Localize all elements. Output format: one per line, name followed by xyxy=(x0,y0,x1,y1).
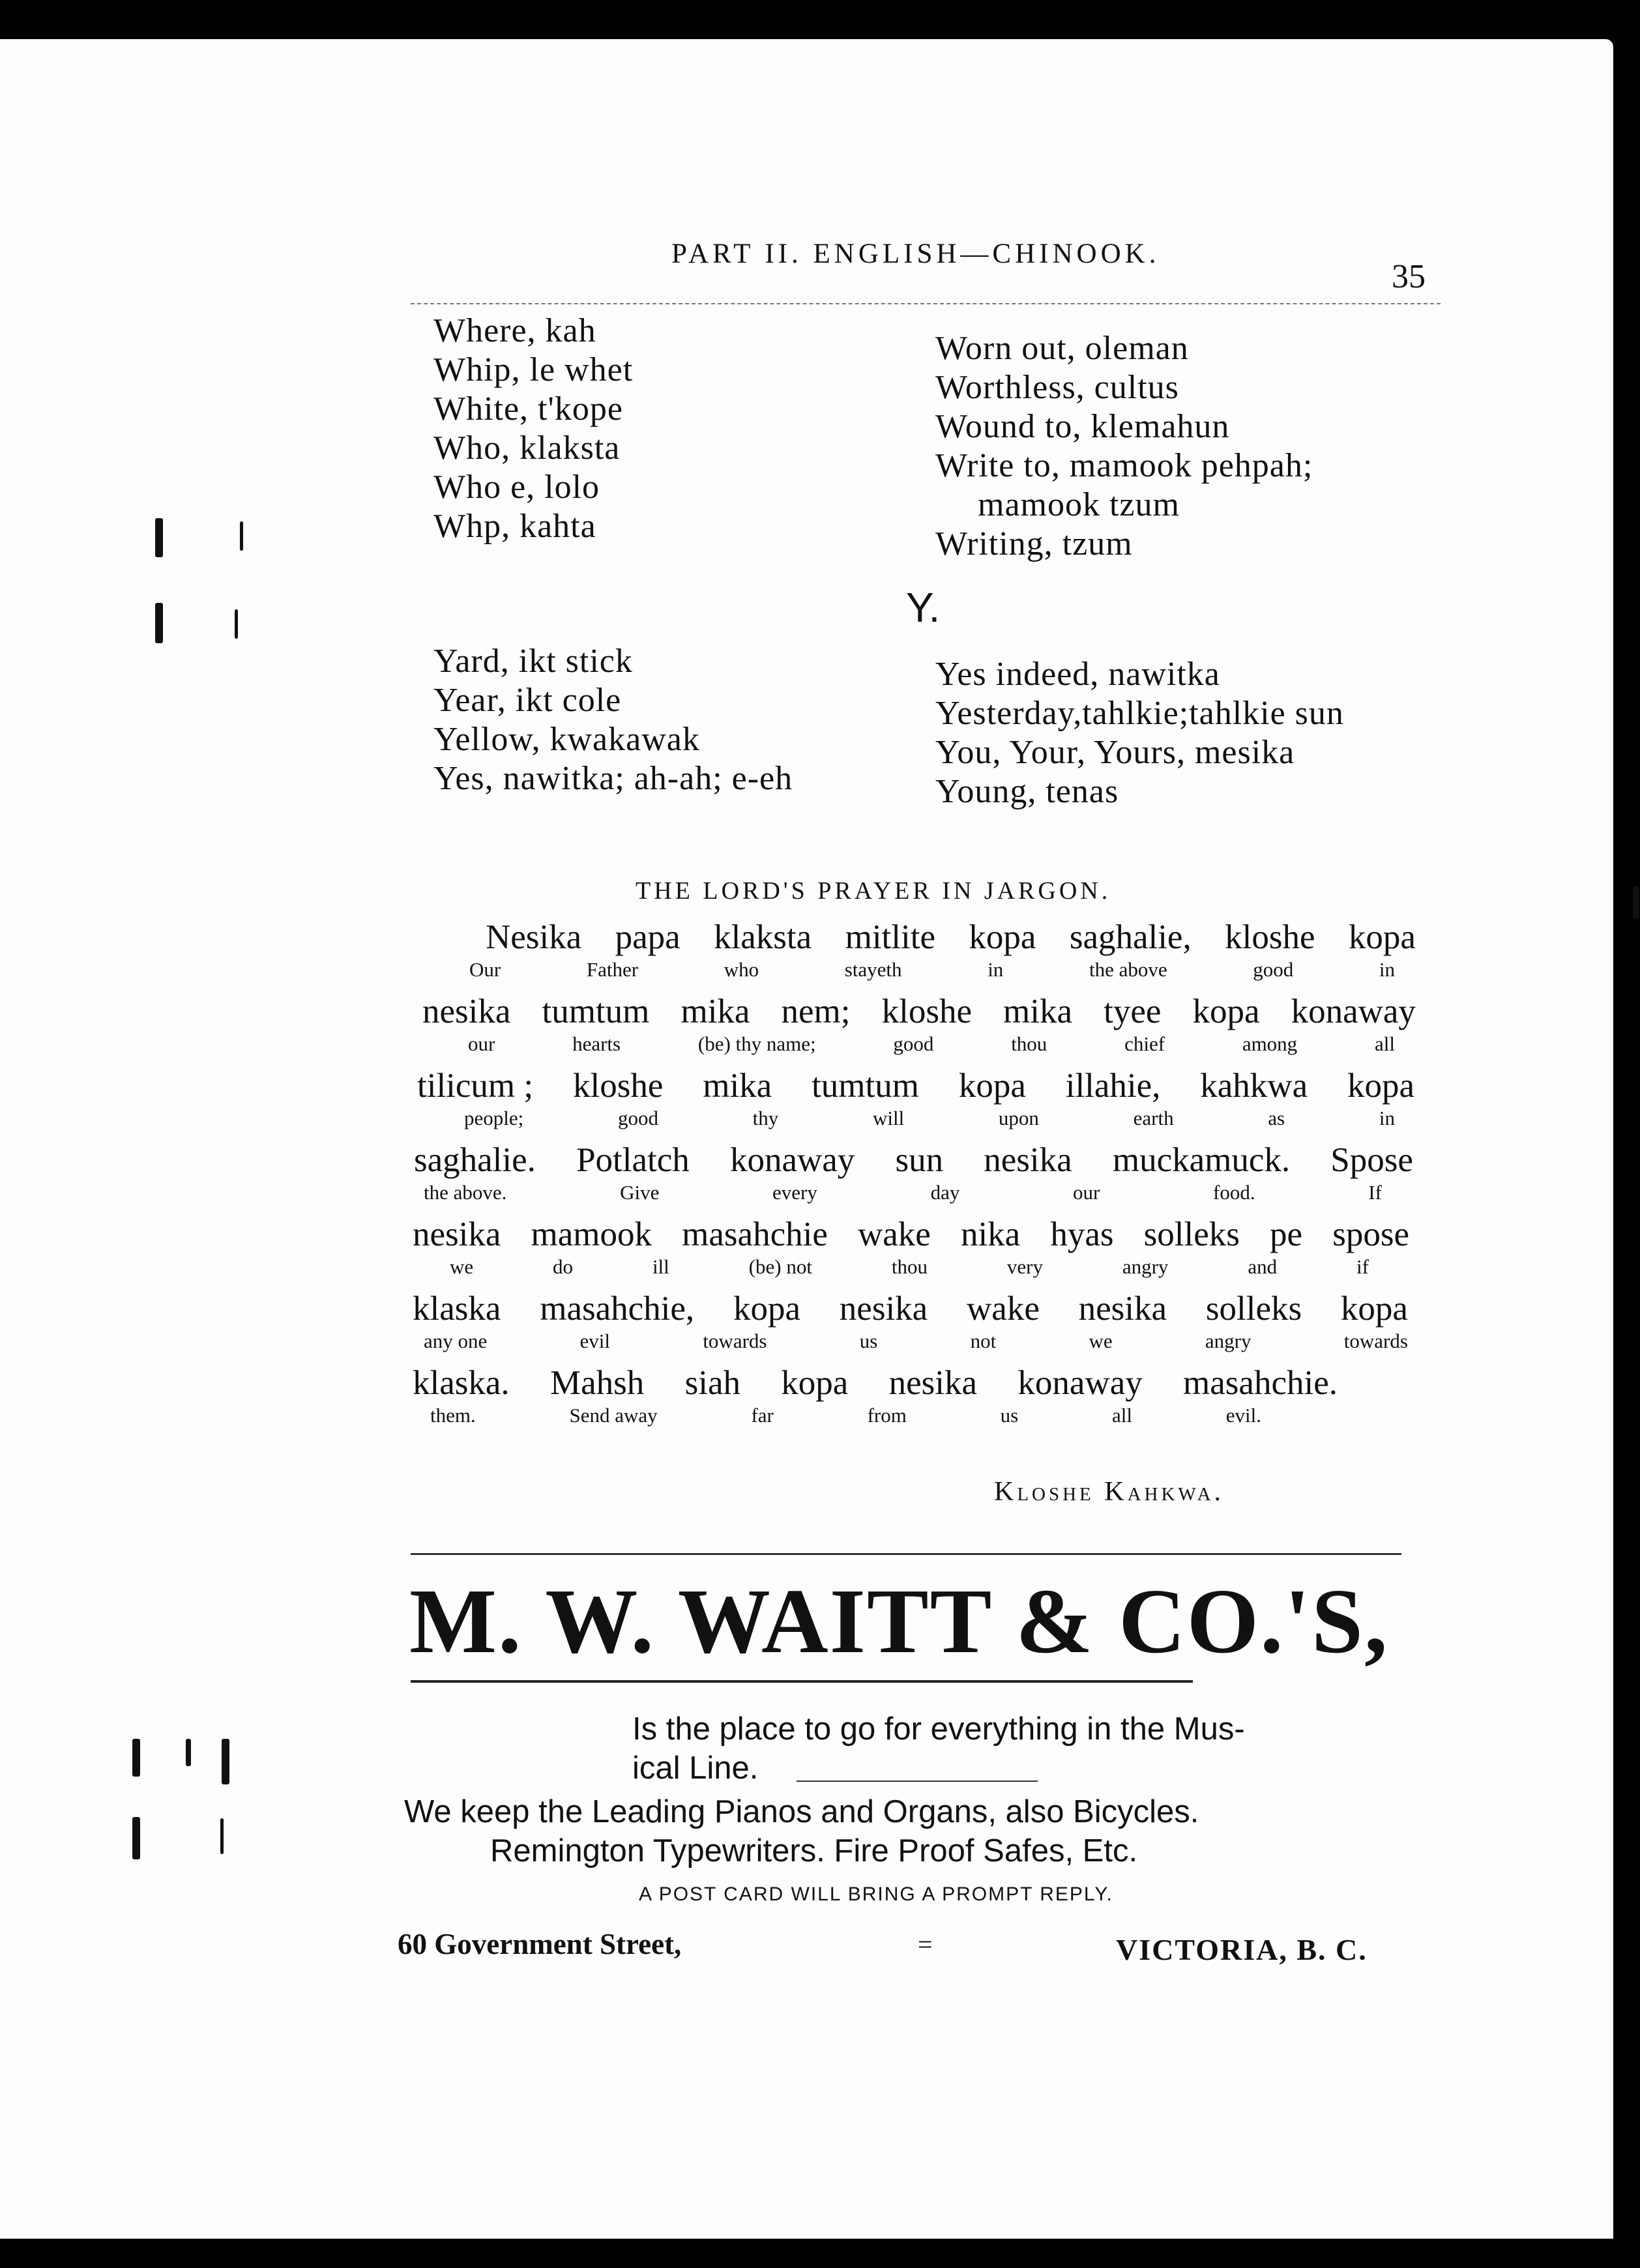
vocab-entry: Yard, ikt stick xyxy=(433,643,633,680)
vocab-entry: Worthless, cultus xyxy=(935,369,1179,406)
english-gloss: and xyxy=(1248,1255,1278,1278)
english-gloss: towards xyxy=(1343,1330,1408,1352)
english-gloss: hearts xyxy=(572,1032,621,1055)
english-gloss: Send away xyxy=(569,1404,658,1427)
english-gloss: the above xyxy=(1089,958,1167,981)
english-gloss: thou xyxy=(1011,1032,1047,1055)
chinook-word: kopa xyxy=(1348,918,1416,956)
english-gloss: (be) not xyxy=(748,1255,812,1278)
chinook-word: kopa xyxy=(1340,1290,1408,1328)
prayer-gloss-line xyxy=(424,1181,1382,1204)
chinook-word: masahchie. xyxy=(1183,1364,1338,1402)
vocab-entry-continuation: mamook tzum xyxy=(978,486,1180,523)
chinook-word: klaksta xyxy=(714,918,812,956)
chinook-word: kopa xyxy=(733,1290,800,1328)
english-gloss: we xyxy=(1089,1330,1113,1352)
english-gloss: from xyxy=(867,1404,907,1427)
english-gloss: in xyxy=(1379,1107,1395,1129)
english-gloss: people; xyxy=(464,1107,524,1129)
english-gloss: food. xyxy=(1213,1181,1255,1204)
english-gloss: thy xyxy=(752,1107,779,1129)
chinook-word: masahchie xyxy=(682,1215,828,1253)
english-gloss: If xyxy=(1368,1181,1382,1204)
english-gloss: earth xyxy=(1133,1107,1174,1129)
vocab-entry: Worn out, oleman xyxy=(935,330,1189,367)
chinook-word: tumtum xyxy=(542,993,650,1030)
chinook-word: tumtum xyxy=(812,1067,919,1105)
section-separator-rule xyxy=(411,1553,1401,1555)
chinook-word: wake xyxy=(967,1290,1040,1328)
letter-heading-y: Y. xyxy=(906,584,941,631)
english-gloss: in xyxy=(1379,958,1395,981)
english-gloss: good xyxy=(1253,958,1294,981)
english-gloss: all xyxy=(1374,1032,1395,1055)
vocab-entry: White, t'kope xyxy=(433,390,623,428)
ad-text-line: Remington Typewriters. Fire Proof Safes, Etc. xyxy=(490,1833,1138,1868)
vocab-column-y-left xyxy=(433,642,793,798)
vocab-entry: Yellow, kwakawak xyxy=(433,721,700,758)
chinook-word: nika xyxy=(960,1215,1021,1253)
ad-text-line: We keep the Leading Pianos and Organs, also Bicycles. xyxy=(404,1794,1199,1829)
ad-text-line: ical Line. xyxy=(632,1751,759,1786)
prayer-chinook-line xyxy=(422,992,1416,1031)
chinook-word: masahchie, xyxy=(540,1290,695,1328)
chinook-word: konaway xyxy=(1291,993,1416,1030)
prayer-gloss-line xyxy=(424,1330,1408,1353)
english-gloss: us xyxy=(859,1330,878,1352)
chinook-word: mitlite xyxy=(845,918,935,956)
english-gloss: angry xyxy=(1205,1330,1252,1352)
chinook-word: solleks xyxy=(1205,1290,1302,1328)
english-gloss: very xyxy=(1006,1255,1043,1278)
vocab-entry: Who e, lolo xyxy=(433,469,600,506)
chinook-word: wake xyxy=(857,1215,931,1253)
english-gloss: who xyxy=(724,958,759,981)
chinook-word: nesika xyxy=(422,993,511,1030)
chinook-word: siah xyxy=(684,1364,740,1402)
vocab-column-w-left xyxy=(433,312,633,546)
chinook-word: nesika xyxy=(888,1364,978,1402)
prayer-gloss-line xyxy=(464,1107,1395,1130)
chinook-word: konaway xyxy=(729,1141,855,1179)
english-gloss: day xyxy=(930,1181,960,1204)
vocab-entry: Yes, nawitka; ah-ah; e-eh xyxy=(433,760,793,797)
english-gloss: will xyxy=(872,1107,905,1129)
prayer-chinook-line xyxy=(486,918,1416,957)
vocab-entry: Whp, kahta xyxy=(433,508,596,545)
chinook-word: nem; xyxy=(781,993,851,1030)
vocab-entry: Where, kah xyxy=(433,312,596,349)
vocab-entry: Writing, tzum xyxy=(935,525,1133,562)
ad-city: VICTORIA, B. C. xyxy=(1116,1933,1368,1966)
prayer-gloss-line xyxy=(430,1404,1261,1427)
advertiser-underline xyxy=(411,1680,1193,1683)
ad-fill-rule xyxy=(797,1781,1038,1782)
vocab-entry: Who, klaksta xyxy=(433,429,621,467)
english-gloss: every xyxy=(772,1181,817,1204)
binding-mark xyxy=(222,1739,229,1784)
english-gloss: stayeth xyxy=(844,958,902,981)
english-gloss: good xyxy=(617,1107,658,1129)
chinook-word: konaway xyxy=(1018,1364,1143,1402)
english-gloss: we xyxy=(450,1255,474,1278)
vocab-entry: Yesterday,tahlkie;tahlkie sun xyxy=(935,695,1344,732)
english-gloss: in xyxy=(988,958,1004,981)
english-gloss: do xyxy=(553,1255,574,1278)
english-gloss: Our xyxy=(469,958,501,981)
vocab-entry: Wound to, klemahun xyxy=(935,408,1230,445)
english-gloss: Father xyxy=(586,958,639,981)
vocab-column-y-right xyxy=(935,655,1344,811)
header-rule xyxy=(411,303,1441,304)
chinook-word: mika xyxy=(1003,993,1073,1030)
chinook-word: kahkwa xyxy=(1200,1067,1308,1105)
vocab-entry: Whip, le whet xyxy=(433,351,634,388)
vocab-entry: Young, tenas xyxy=(935,773,1119,810)
prayer-chinook-line xyxy=(413,1363,1338,1403)
chinook-word: muckamuck. xyxy=(1112,1141,1291,1179)
english-gloss: (be) thy name; xyxy=(697,1032,816,1055)
chinook-word: nesika xyxy=(839,1290,928,1328)
ad-postcard-note: A POST CARD WILL BRING A PROMPT REPLY. xyxy=(639,1883,1113,1905)
chinook-word: kopa xyxy=(958,1067,1026,1105)
prayer-chinook-line xyxy=(413,1289,1408,1328)
chinook-word: pe xyxy=(1270,1215,1303,1253)
prayer-signoff: Kloshe Kahkwa. xyxy=(994,1477,1225,1507)
chinook-word: mika xyxy=(681,993,750,1030)
chinook-word: kloshe xyxy=(1225,918,1315,956)
chinook-word: kloshe xyxy=(572,1067,664,1105)
vocab-entry: You, Your, Yours, mesika xyxy=(935,734,1295,771)
scan-speck xyxy=(1633,886,1639,919)
binding-mark xyxy=(155,603,163,643)
english-gloss: any one xyxy=(424,1330,488,1352)
page-number: 35 xyxy=(1392,258,1426,295)
chinook-word: kopa xyxy=(1347,1067,1414,1105)
english-gloss: evil xyxy=(579,1330,611,1352)
prayer-gloss-line xyxy=(450,1255,1369,1279)
ad-address-separator: = xyxy=(918,1930,933,1959)
english-gloss: upon xyxy=(998,1107,1039,1129)
chinook-word: kopa xyxy=(781,1364,849,1402)
vocab-column-w-right xyxy=(935,329,1313,564)
ad-street-address: 60 Government Street, xyxy=(398,1928,682,1960)
prayer-chinook-line xyxy=(413,1215,1409,1254)
chinook-word: tyee xyxy=(1104,993,1162,1030)
running-head: PART II. ENGLISH—CHINOOK. xyxy=(671,239,1160,269)
binding-mark xyxy=(132,1739,140,1777)
vocab-entry: Yes indeed, nawitka xyxy=(935,656,1220,693)
chinook-word: nesika xyxy=(413,1215,501,1253)
binding-mark xyxy=(155,518,163,557)
chinook-word: Spose xyxy=(1330,1141,1413,1179)
english-gloss: far xyxy=(751,1404,774,1427)
english-gloss: evil. xyxy=(1225,1404,1261,1427)
chinook-word: Mahsh xyxy=(549,1364,645,1402)
prayer-gloss-line xyxy=(469,958,1395,981)
english-gloss: not xyxy=(970,1330,997,1352)
english-gloss: Give xyxy=(620,1181,660,1204)
english-gloss: our xyxy=(1073,1181,1100,1204)
english-gloss: the above. xyxy=(424,1181,507,1204)
chinook-word: Nesika xyxy=(486,918,582,956)
binding-mark xyxy=(235,609,238,639)
vocab-entry: Year, ikt cole xyxy=(433,682,622,719)
prayer-chinook-line xyxy=(417,1066,1414,1105)
english-gloss: among xyxy=(1242,1032,1298,1055)
prayer-gloss-line xyxy=(468,1032,1395,1056)
english-gloss: if xyxy=(1356,1255,1369,1278)
chinook-word: nesika xyxy=(984,1141,1072,1179)
english-gloss: them. xyxy=(430,1404,476,1427)
chinook-word: kloshe xyxy=(881,993,972,1030)
english-gloss: as xyxy=(1268,1107,1285,1129)
binding-mark xyxy=(186,1739,191,1766)
chinook-word: papa xyxy=(615,918,681,956)
chinook-word: mamook xyxy=(531,1215,652,1253)
chinook-word: Potlatch xyxy=(576,1141,690,1179)
chinook-word: illahie, xyxy=(1065,1067,1161,1105)
chinook-word: kopa xyxy=(1192,993,1260,1030)
chinook-word: hyas xyxy=(1050,1215,1114,1253)
english-gloss: towards xyxy=(703,1330,767,1352)
ad-text-line: Is the place to go for everything in the Mus- xyxy=(632,1711,1245,1747)
chinook-word: tilicum ; xyxy=(417,1067,534,1105)
chinook-word: nesika xyxy=(1078,1290,1167,1328)
book-page xyxy=(0,39,1613,2239)
english-gloss: us xyxy=(1000,1404,1019,1427)
chinook-word: saghalie, xyxy=(1069,918,1192,956)
binding-mark xyxy=(220,1818,224,1854)
chinook-word: klaska xyxy=(413,1290,501,1328)
english-gloss: good xyxy=(893,1032,934,1055)
chinook-word: spose xyxy=(1332,1215,1409,1253)
english-gloss: angry xyxy=(1122,1255,1169,1278)
binding-mark xyxy=(240,521,243,551)
chinook-word: klaska. xyxy=(413,1364,510,1402)
chinook-word: saghalie. xyxy=(414,1141,536,1179)
advertiser-name: M. W. WAITT & CO.'S, xyxy=(409,1569,1389,1672)
prayer-chinook-line xyxy=(414,1141,1413,1180)
english-gloss: ill xyxy=(652,1255,669,1278)
chinook-word: kopa xyxy=(969,918,1036,956)
chinook-word: solleks xyxy=(1143,1215,1240,1253)
binding-mark xyxy=(132,1817,140,1859)
english-gloss: our xyxy=(468,1032,495,1055)
english-gloss: thou xyxy=(891,1255,928,1278)
prayer-title: THE LORD'S PRAYER IN JARGON. xyxy=(636,877,1111,905)
chinook-word: sun xyxy=(895,1141,944,1179)
english-gloss: chief xyxy=(1124,1032,1165,1055)
english-gloss: all xyxy=(1111,1404,1132,1427)
chinook-word: mika xyxy=(703,1067,772,1105)
vocab-entry: Write to, mamook pehpah; xyxy=(935,447,1313,484)
